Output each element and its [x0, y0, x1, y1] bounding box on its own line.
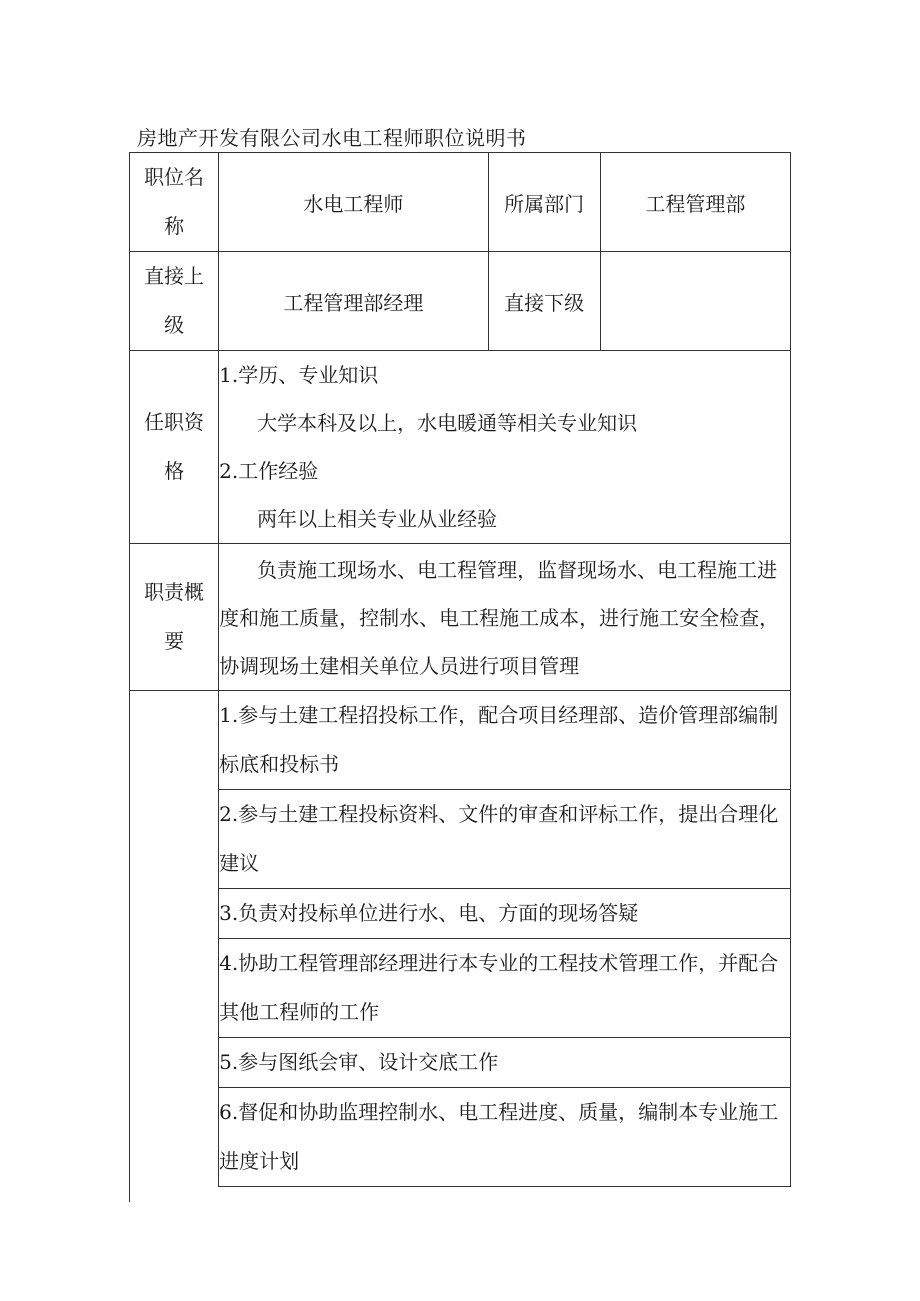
summary-label: 职责概要	[144, 580, 205, 653]
dept-value: 工程管理部	[600, 153, 790, 252]
qualification-detail-1: 大学本科及以上，水电暖通等相关专业知识	[257, 411, 638, 435]
duty-item-5: 5.参与图纸会审、设计交底工作	[219, 1038, 791, 1088]
qualification-label: 任职资格	[144, 410, 205, 483]
position-value: 水电工程师	[219, 153, 488, 252]
summary-label-cell	[130, 544, 219, 691]
subordinate-value	[600, 252, 790, 351]
row-duty-6	[130, 1088, 791, 1187]
position-label-cell	[130, 153, 219, 252]
superior-label-cell	[130, 252, 219, 351]
duty-item-6: 6.督促和协助监理控制水、电工程进度、质量，编制本专业施工进度计划	[219, 1088, 791, 1187]
superior-value: 工程管理部经理	[219, 252, 488, 351]
document-title: 房地产开发有限公司水电工程师职位说明书	[137, 126, 527, 150]
duties-label-cell	[130, 691, 219, 1187]
row-position	[130, 153, 791, 252]
row-superior	[130, 252, 791, 351]
summary-content	[219, 544, 791, 691]
duty-item-2: 2.参与土建工程投标资料、文件的审查和评标工作，提出合理化建议	[219, 790, 791, 889]
summary-text: 负责施工现场水、电工程管理，监督现场水、电工程施工进度和施工质量，控制水、电工程施工成本，进行施工安全检查，协调现场土建相关单位人员进行项目管理	[219, 558, 780, 678]
superior-label: 直接上级	[144, 264, 205, 337]
row-duty-1	[130, 691, 791, 790]
row-duty-4	[130, 939, 791, 1038]
left-border-extension	[129, 1172, 130, 1202]
qualification-label-cell	[130, 351, 219, 544]
qualification-heading-2: 2.工作经验	[219, 459, 319, 483]
qualification-detail-2: 两年以上相关专业从业经验	[257, 507, 498, 531]
qualification-content	[219, 351, 791, 544]
position-label: 职位名称	[144, 165, 205, 238]
dept-label: 所属部门	[488, 153, 600, 252]
duty-item-1: 1.参与土建工程招投标工作，配合项目经理部、造价管理部编制标底和投标书	[219, 691, 791, 790]
duty-item-3: 3.负责对投标单位进行水、电、方面的现场答疑	[219, 889, 791, 939]
qualification-heading-1: 1.学历、专业知识	[219, 363, 379, 387]
subordinate-label: 直接下级	[488, 252, 600, 351]
row-duty-3	[130, 889, 791, 939]
row-duty-5	[130, 1038, 791, 1088]
row-summary	[130, 544, 791, 691]
job-spec-table	[129, 152, 791, 1187]
row-qualification	[130, 351, 791, 544]
row-duty-2	[130, 790, 791, 889]
duty-item-4: 4.协助工程管理部经理进行本专业的工程技术管理工作，并配合其他工程师的工作	[219, 939, 791, 1038]
